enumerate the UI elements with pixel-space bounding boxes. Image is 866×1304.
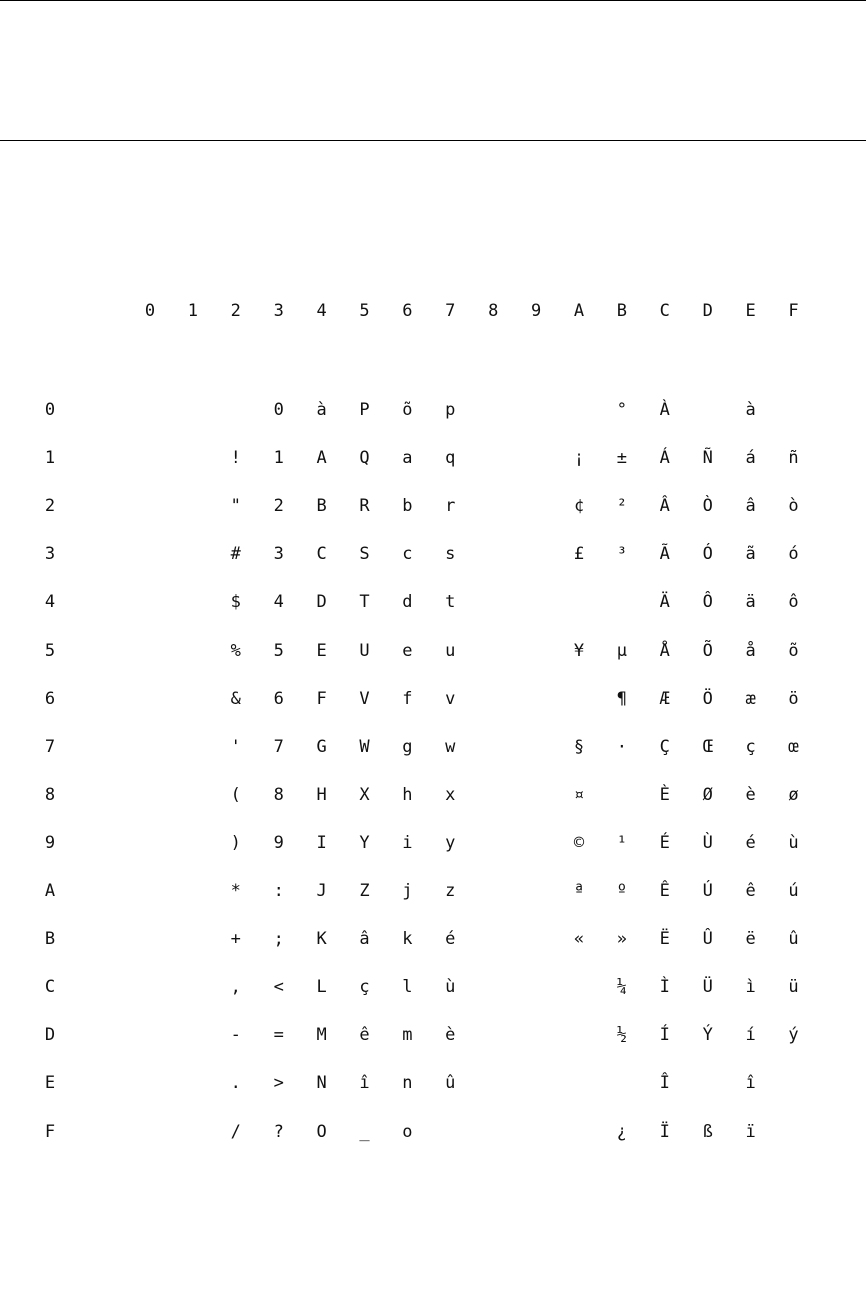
table-cell: ; [273,929,284,950]
table-cell: * [230,881,241,901]
table-cell: n [402,1073,413,1094]
table-cell: Ú [702,881,713,901]
table-cell: # [230,544,241,565]
row-header: 4 [44,592,56,613]
table-cell: R [359,496,370,517]
table-cell [516,1020,556,1050]
table-cell: É [659,832,670,853]
table-cell [130,684,170,714]
table-cell [688,395,728,425]
column-header: F [788,301,799,321]
table-cell [173,539,213,569]
row-header: 2 [44,496,56,517]
table-cell: Z [359,881,370,901]
table-cell [473,443,513,473]
row-header: 1 [44,448,56,469]
table-cell [130,636,170,666]
table-cell: % [230,640,241,661]
table-cell: ³ [616,544,628,565]
table-cell: ¶ [616,688,628,709]
table-cell: ( [230,784,241,805]
table-cell: x [445,784,456,805]
table-cell: J [316,881,327,901]
table-cell: Ê [659,881,670,901]
table-cell: 2 [273,496,284,517]
table-cell: e [402,640,413,661]
table-cell: T [359,592,370,613]
column-header: 7 [445,301,456,321]
table-cell [173,443,213,473]
table-cell: > [273,1073,284,1094]
table-cell [516,684,556,714]
table-cell [473,924,513,954]
table-cell [774,395,814,425]
table-cell [173,732,213,762]
table-cell: C [316,544,327,565]
table-cell: ) [230,832,241,853]
table-cell: - [230,1025,241,1046]
table-cell: ª [573,881,585,901]
table-cell: X [359,784,370,805]
table-cell [516,828,556,858]
table-cell: b [402,496,413,517]
table-cell: œ [788,736,799,757]
table-cell: ú [788,881,799,901]
table-cell: p [445,400,456,420]
row-header: 7 [44,736,56,757]
table-cell: ¿ [616,1121,628,1142]
table-cell: d [402,592,413,613]
column-header: A [573,301,585,321]
table-cell: ê [359,1025,370,1046]
table-cell [559,1117,599,1147]
table-cell: g [402,736,413,757]
column-header: B [616,301,628,321]
table-cell: _ [359,1121,370,1142]
table-cell: õ [402,400,413,420]
table-cell: ò [788,496,799,517]
table-cell [516,395,556,425]
table-cell: é [745,832,756,853]
top-rule [0,0,866,1]
table-cell: ã [745,544,756,565]
table-cell: a [402,448,413,469]
table-cell: S [359,544,370,565]
table-cell: s [445,544,456,565]
table-cell: k [402,929,413,950]
table-cell [516,636,556,666]
table-cell: Ý [702,1025,713,1046]
table-cell [173,1068,213,1098]
table-cell [130,732,170,762]
table-cell: 1 [273,448,284,469]
table-cell: û [445,1073,456,1094]
table-cell: í [745,1025,756,1046]
table-cell: ¼ [616,977,628,998]
table-cell: ó [788,544,799,565]
table-cell: « [573,929,585,950]
table-cell: Ö [702,688,713,709]
table-cell: Ù [702,832,713,853]
table-cell: â [745,496,756,517]
table-cell [130,828,170,858]
table-cell [173,395,213,425]
table-cell: Ü [702,977,713,998]
table-cell: õ [788,640,799,661]
table-cell: â [359,929,370,950]
table-cell: u [445,640,456,661]
table-cell [473,587,513,617]
table-cell: ! [230,448,241,469]
table-cell: U [359,640,370,661]
table-cell: å [745,640,756,661]
table-cell: P [359,400,370,420]
table-cell: » [616,929,628,950]
table-cell [559,587,599,617]
table-cell: F [316,688,327,709]
table-cell [173,636,213,666]
table-cell: Ò [702,496,713,517]
table-cell: & [230,688,241,709]
table-cell: ù [788,832,799,853]
row-header: E [44,1073,56,1094]
row-header: 5 [44,640,56,661]
table-cell: Î [659,1073,670,1094]
table-cell [473,732,513,762]
table-cell: l [402,977,413,998]
column-header: C [659,301,670,321]
table-cell: ä [745,592,756,613]
table-cell [516,491,556,521]
table-cell: = [273,1025,284,1046]
table-cell: O [316,1121,327,1142]
table-cell: Ç [659,736,670,757]
table-cell: Ä [659,592,670,613]
table-cell [130,491,170,521]
table-cell: V [359,688,370,709]
table-cell: 4 [273,592,284,613]
table-cell: § [573,736,585,757]
table-cell: $ [230,592,241,613]
table-cell [473,539,513,569]
table-cell: < [273,977,284,998]
table-cell: ù [445,977,456,998]
table-cell [473,828,513,858]
table-cell [473,780,513,810]
table-cell: 0 [273,400,284,420]
table-cell [516,1068,556,1098]
table-cell [130,780,170,810]
table-cell: á [745,448,756,469]
table-cell: £ [573,544,585,565]
column-header: 4 [316,301,327,321]
row-header: F [44,1121,56,1142]
table-cell: i [402,832,413,853]
table-cell [516,876,556,906]
table-cell: r [445,496,456,517]
table-cell: Ë [659,929,670,950]
table-cell: à [745,400,756,420]
table-cell: ¡ [573,448,585,469]
table-cell: º [616,881,628,901]
table-cell [473,876,513,906]
table-cell [130,587,170,617]
table-cell [473,1117,513,1147]
table-cell: 7 [273,736,284,757]
table-cell [516,972,556,1002]
table-cell: ô [788,592,799,613]
table-cell [688,1068,728,1098]
table-cell: Û [702,929,713,950]
table-cell: ç [359,977,370,998]
table-cell: K [316,929,327,950]
table-cell [516,539,556,569]
table-cell: ¤ [573,784,585,805]
table-cell [173,587,213,617]
table-cell: Æ [659,688,670,709]
table-cell: æ [745,688,756,709]
header-rule [0,140,866,141]
table-cell: Í [659,1025,670,1046]
table-cell: ± [616,448,628,469]
column-header: 0 [144,301,156,321]
column-header: 2 [230,301,241,321]
table-cell: ¹ [616,832,628,853]
table-cell: ö [788,688,799,709]
table-cell [130,924,170,954]
table-cell [473,491,513,521]
row-header: 9 [44,832,56,853]
table-cell: ? [273,1121,284,1142]
column-header: E [745,301,756,321]
table-cell [173,828,213,858]
table-cell: ü [788,977,799,998]
table-cell: è [745,784,756,805]
table-cell: ñ [788,448,799,469]
table-cell [130,972,170,1002]
column-header: 1 [187,301,199,321]
table-cell: j [402,881,413,901]
table-cell: Y [359,832,370,853]
table-cell [173,684,213,714]
row-header: 8 [44,784,56,805]
table-cell [130,1020,170,1050]
table-cell: Õ [702,640,713,661]
table-cell: I [316,832,327,853]
row-header: C [44,977,56,998]
table-cell [130,539,170,569]
table-cell: ï [745,1121,756,1142]
table-cell [473,395,513,425]
table-cell: µ [616,640,628,661]
table-cell: Œ [702,736,713,757]
table-cell [473,636,513,666]
row-header: 3 [44,544,56,565]
table-cell: Ã [659,544,670,565]
table-cell [774,1117,814,1147]
table-cell [602,1068,642,1098]
table-cell: ê [745,881,756,901]
table-cell [559,1068,599,1098]
table-cell: Ô [702,592,713,613]
table-cell: È [659,784,670,805]
table-cell: N [316,1073,327,1094]
table-cell [473,684,513,714]
table-cell: + [230,929,241,950]
table-cell [173,780,213,810]
table-cell [602,587,642,617]
table-cell: . [230,1073,241,1094]
table-cell: Q [359,448,370,469]
table-cell [173,1020,213,1050]
table-cell: é [445,929,456,950]
table-cell: Ó [702,544,713,565]
table-cell: D [316,592,327,613]
table-cell [516,1117,556,1147]
table-cell: z [445,881,456,901]
table-cell: ø [788,784,799,805]
table-cell: c [402,544,413,565]
table-cell: 5 [273,640,284,661]
table-cell: : [273,881,284,901]
table-cell: 6 [273,688,284,709]
column-header: D [702,301,713,321]
table-cell [516,732,556,762]
table-cell: W [359,736,370,757]
table-cell: © [573,832,585,853]
table-cell: À [659,400,670,420]
table-cell: , [230,977,241,998]
row-header: 0 [44,400,56,420]
table-cell: w [445,736,456,757]
table-cell: o [402,1121,413,1142]
table-cell [559,972,599,1002]
table-cell: Ì [659,977,670,998]
table-cell: B [316,496,327,517]
column-header: 6 [402,301,413,321]
table-cell: à [316,400,327,420]
table-cell [602,780,642,810]
table-cell [774,1068,814,1098]
table-cell: Ï [659,1121,670,1142]
table-cell [173,924,213,954]
table-cell [473,972,513,1002]
column-header: 3 [273,301,284,321]
table-cell: y [445,832,456,853]
table-cell: h [402,784,413,805]
column-header: 8 [488,301,499,321]
table-cell: ½ [616,1025,628,1046]
table-cell: / [230,1121,241,1142]
table-cell: ° [616,400,628,420]
table-cell [516,587,556,617]
table-cell: ' [230,736,241,757]
table-cell [173,1117,213,1147]
table-cell [130,1068,170,1098]
table-cell: ¢ [573,496,585,517]
table-cell [130,443,170,473]
table-cell [173,491,213,521]
table-cell: · [616,736,628,757]
table-cell: t [445,592,456,613]
table-cell: 8 [273,784,284,805]
table-cell: è [445,1025,456,1046]
table-cell: î [745,1073,756,1094]
table-cell: f [402,688,413,709]
table-cell [516,443,556,473]
table-cell: Ø [702,784,713,805]
table-cell: 3 [273,544,284,565]
table-cell: ý [788,1025,799,1046]
table-cell [173,972,213,1002]
table-cell: v [445,688,456,709]
table-cell: q [445,448,456,469]
table-cell: H [316,784,327,805]
table-cell [130,395,170,425]
table-cell: A [316,448,327,469]
row-header: 6 [44,688,56,709]
table-cell [130,1117,170,1147]
table-cell: L [316,977,327,998]
table-cell [559,395,599,425]
table-cell [173,876,213,906]
table-cell: ç [745,736,756,757]
table-cell: " [230,496,241,517]
table-cell [430,1117,470,1147]
row-header: A [44,881,56,901]
table-cell: 9 [273,832,284,853]
table-cell: Å [659,640,670,661]
table-cell [473,1068,513,1098]
table-cell: G [316,736,327,757]
table-cell [516,780,556,810]
table-cell [559,684,599,714]
table-cell [130,876,170,906]
table-cell: î [359,1073,370,1094]
table-cell: û [788,929,799,950]
table-cell: Ñ [702,448,713,469]
table-cell: ß [702,1121,713,1142]
table-cell: m [402,1025,413,1046]
column-header: 5 [359,301,370,321]
table-cell [473,1020,513,1050]
table-cell: ² [616,496,628,517]
table-cell: M [316,1025,327,1046]
table-cell: Á [659,448,670,469]
row-header: D [44,1025,56,1046]
table-cell: ë [745,929,756,950]
row-header: B [44,929,56,950]
table-cell: E [316,640,327,661]
table-cell: ¥ [573,640,585,661]
table-cell: Â [659,496,670,517]
column-header: 9 [530,301,542,321]
table-cell [559,1020,599,1050]
table-cell [216,395,256,425]
table-cell: ì [745,977,756,998]
table-cell [516,924,556,954]
